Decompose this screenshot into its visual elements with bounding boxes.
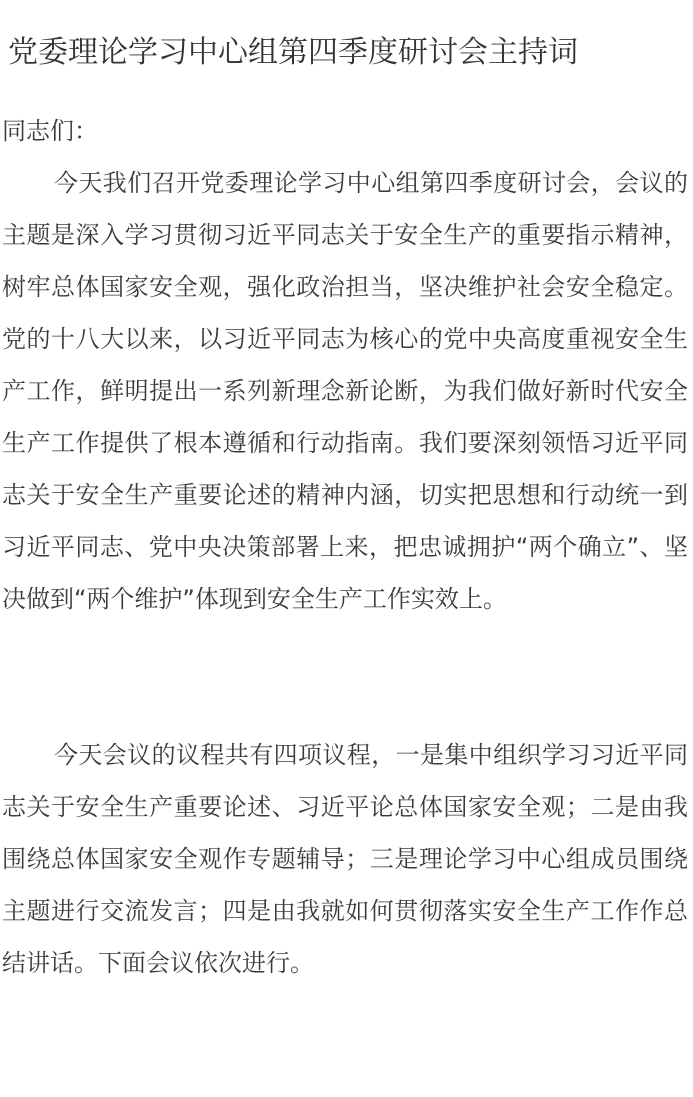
document-title: 党委理论学习中心组第四季度研讨会主持词 [8, 35, 578, 70]
salutation: 同志们： [2, 117, 98, 145]
paragraph-agenda: 今天会议的议程共有四项议程，一是集中组织学习习近平同志关于安全生产重要论述、习近平论总体国家安全观；二是由我围绕总体国家安全观作专题辅导；三是理论学习中心组成员围绕主题进行交流发言；四是由我就如何贯彻落实安全生产工作作总结讲话。下面会议依次进行。 [2, 741, 688, 977]
paragraph-opening: 今天我们召开党委理论学习中心组第四季度研讨会，会议的主题是深入学习贯彻习近平同志关于安全生产的重要指示精神，树牢总体国家安全观，强化政治担当，坚决维护社会安全稳定。党的十八大以来，以习近平同志为核心的党中央高度重视安全生产工作，鲜明提出一系列新理念新论断，为我们做好新时代安全生产工作提供了根本遵循和行动指南。我们要深刻领悟习近平同志关于安全生产重要论述的精神内涵，切实把思想和行动统一到习近平同志、党中央决策部署上来，把忠诚拥护“两个确立”、坚决做到“两个维护”体现到安全生产工作实效上。 [2, 169, 688, 613]
